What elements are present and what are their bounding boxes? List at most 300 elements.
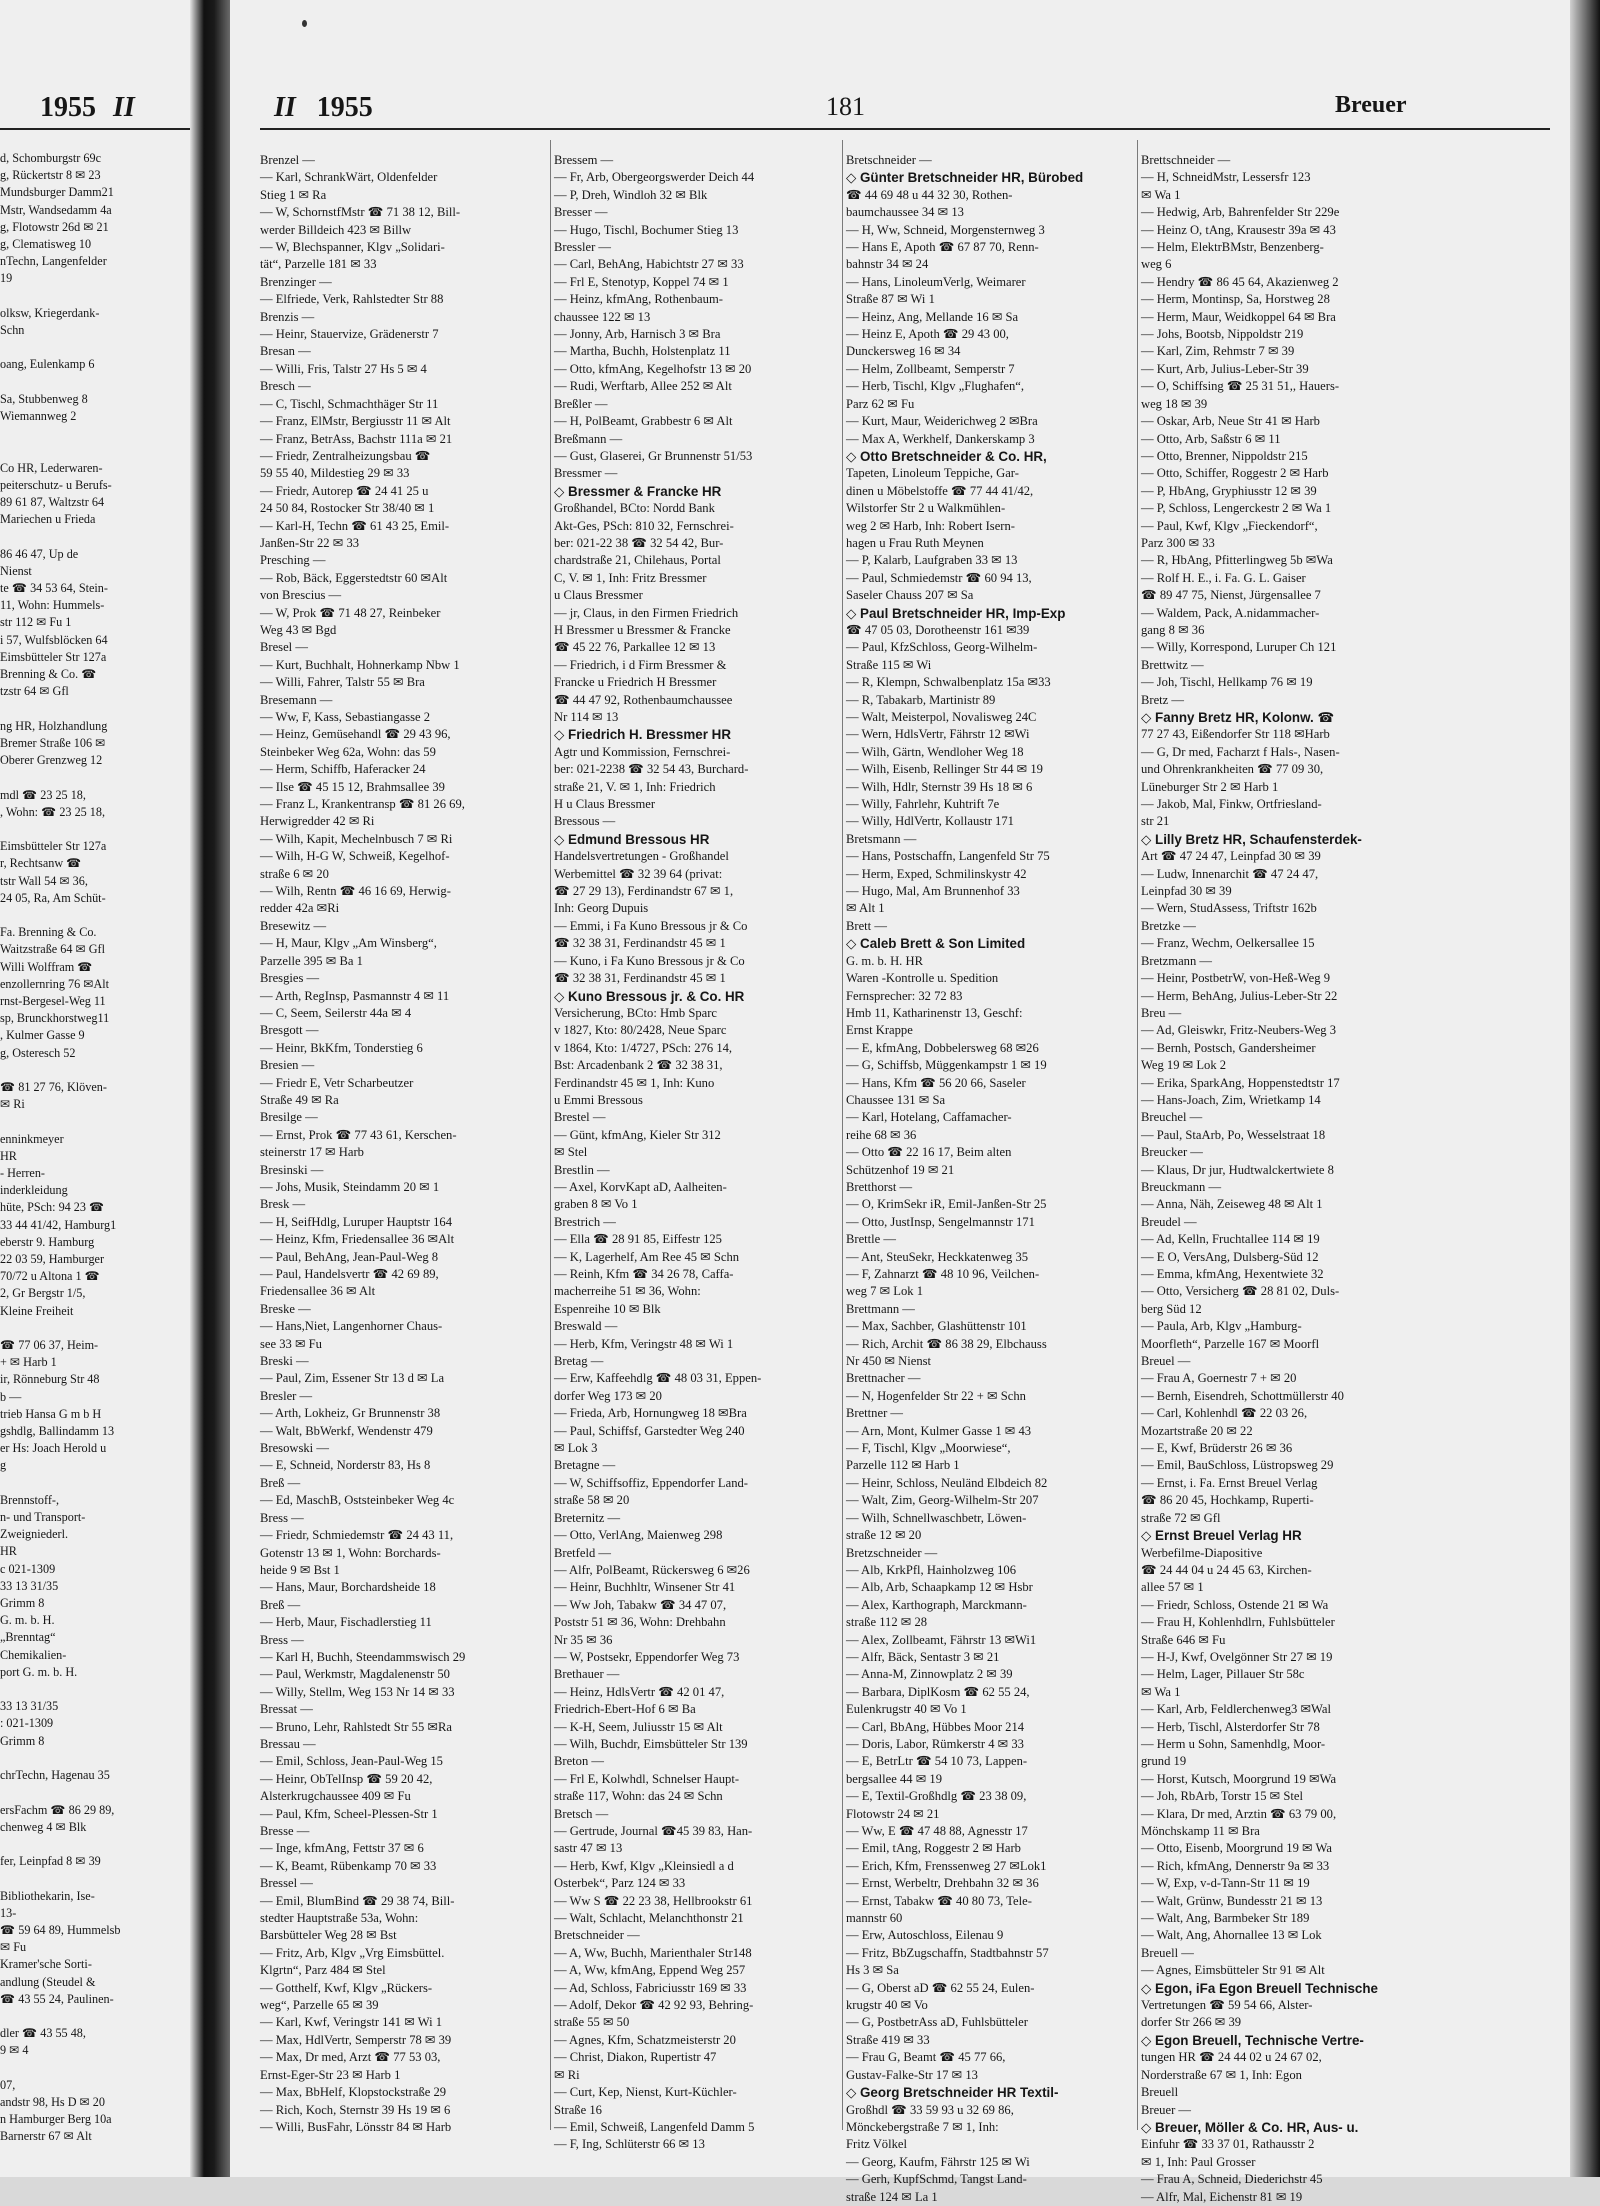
directory-entry-line: — Otto, Arb, Saßstr 6 ✉ 11 bbox=[1141, 431, 1281, 446]
directory-entry-line: — Paul, BehAng, Jean-Paul-Weg 8 bbox=[260, 1249, 439, 1264]
directory-entry-line: — Rolf H. E., i. Fa. G. L. Gaiser bbox=[1141, 570, 1306, 585]
directory-entry-line: Breudel — bbox=[1141, 1214, 1197, 1229]
directory-entry-line: ber: 021-2238 ☎ 32 54 43, Burchard- bbox=[554, 762, 749, 777]
directory-entry-line: — G, Oberst aD ☎ 62 55 24, Eulen- bbox=[846, 1980, 1035, 1995]
directory-entry-line: — Willi, BusFahr, Lönsstr 84 ✉ Harb bbox=[260, 2119, 452, 2134]
directory-entry-line: rnst-Bergesel-Weg 11 bbox=[0, 993, 106, 1008]
directory-entry-line: ✉ 1, Inh: Paul Grosser bbox=[1141, 2154, 1256, 2169]
directory-entry-line: ◇ Egon Breuell, Technische Vertre- bbox=[1141, 2032, 1364, 2048]
directory-entry-line: — Ludw, Innenarchit ☎ 47 24 47, bbox=[1141, 866, 1319, 881]
directory-entry-line: — W, Postsekr, Eppendorfer Weg 73 bbox=[554, 1649, 740, 1664]
directory-entry-line: Bretzke — bbox=[1141, 918, 1196, 933]
directory-entry-line: redder 42a ✉Ri bbox=[260, 901, 340, 916]
directory-entry-line: — Bernh, Eisendreh, Schottmüllerstr 40 bbox=[1141, 1388, 1344, 1403]
directory-entry-line: , Wohn: ☎ 23 25 18, bbox=[0, 804, 106, 819]
directory-entry-line: — Frieda, Arb, Hornungweg 18 ✉Bra bbox=[554, 1406, 747, 1421]
directory-entry-line: Leinpfad 30 ✉ 39 bbox=[1141, 884, 1232, 899]
directory-entry-line: Brettmann — bbox=[846, 1301, 915, 1316]
directory-entry-line bbox=[0, 821, 188, 838]
directory-entry-line bbox=[0, 425, 188, 442]
left-page-header bbox=[40, 92, 135, 140]
directory-entry-line: — Gust, Glaserei, Gr Brunnenstr 51/53 bbox=[554, 448, 753, 463]
directory-entry-line: — Rich, Koch, Sternstr 39 Hs 19 ✉ 6 bbox=[260, 2102, 451, 2117]
directory-entry-line: ☎ 32 38 31, Ferdinandstr 45 ✉ 1 bbox=[554, 971, 726, 986]
directory-entry-line: Sa, Stubbenweg 8 bbox=[0, 391, 88, 406]
directory-entry-line: tzstr 64 ✉ Gfl bbox=[0, 684, 69, 699]
directory-entry-line: Presching — bbox=[260, 553, 326, 568]
directory-entry-line: — Max, HdlVertr, Semperstr 78 ✉ 39 bbox=[260, 2032, 452, 2047]
directory-entry-line: ✉ Stel bbox=[554, 1145, 588, 1160]
directory-entry-line: dinen u Möbelstoffe ☎ 77 44 41/42, bbox=[846, 483, 1034, 498]
directory-entry-line: — Otto, kfmAng, Kegelhofstr 13 ✉ 20 bbox=[554, 361, 752, 376]
directory-entry-line: Hs 3 ✉ Sa bbox=[846, 1963, 899, 1978]
directory-entry-line: ✉ Ri bbox=[554, 2067, 580, 2082]
directory-entry-line: chaussee 122 ✉ 13 bbox=[554, 309, 651, 324]
directory-entry-line: — Heinr, PostbetrW, von-Heß-Weg 9 bbox=[1141, 971, 1330, 986]
directory-entry-line: — Wern, HdlsVertr, Fährstr 12 ✉Wi bbox=[846, 727, 1030, 742]
directory-entry-line: — Horst, Kutsch, Moorgrund 19 ✉Wa bbox=[1141, 1771, 1337, 1786]
directory-entry-line: Straße 646 ✉ Fu bbox=[1141, 1632, 1226, 1647]
directory-entry-line: — Friedrich, i d Firm Bressmer & bbox=[554, 657, 727, 672]
directory-entry-line bbox=[0, 907, 188, 924]
column-separator bbox=[842, 140, 843, 2130]
directory-entry-line: — C, Seem, Seilerstr 44a ✉ 4 bbox=[260, 1005, 412, 1020]
directory-column-3 bbox=[846, 152, 1135, 2204]
directory-entry-line: Straße 16 bbox=[554, 2102, 602, 2117]
directory-entry-line: straße 112 ✉ 28 bbox=[846, 1615, 928, 1630]
directory-entry-line: — Ernst, Prok ☎ 77 43 61, Kerschen- bbox=[260, 1127, 457, 1142]
directory-entry-line: bergsallee 44 ✉ 19 bbox=[846, 1771, 943, 1786]
directory-entry-line: — Rudi, Werftarb, Allee 252 ✉ Alt bbox=[554, 379, 732, 394]
directory-entry-line: g, Osteresch 52 bbox=[0, 1045, 76, 1060]
directory-entry-line: Friedensallee 36 ✉ Alt bbox=[260, 1284, 376, 1299]
directory-entry-line: Bresemann — bbox=[260, 692, 333, 707]
directory-entry-line: te ☎ 34 53 64, Stein- bbox=[0, 581, 108, 596]
directory-entry-line: Bresewitz — bbox=[260, 918, 327, 933]
directory-entry-line: Kleine Freiheit bbox=[0, 1303, 74, 1318]
directory-entry-line: — Rob, Bäck, Eggerstedtstr 60 ✉Alt bbox=[260, 570, 448, 585]
directory-entry-line: Ferdinandstr 45 ✉ 1, Inh: Kuno bbox=[554, 1075, 715, 1090]
left-header-rule bbox=[0, 128, 190, 130]
directory-entry-line: — Hans-Joach, Zim, Wrietkamp 14 bbox=[1141, 1092, 1321, 1107]
directory-entry-line: see 33 ✉ Fu bbox=[260, 1336, 322, 1351]
directory-entry-line: — Hugo, Tischl, Bochumer Stieg 13 bbox=[554, 222, 739, 237]
directory-entry-line: — Agnes, Kfm, Schatzmeisterstr 20 bbox=[554, 2032, 736, 2047]
directory-entry-line: Werbefilme-Diapositive bbox=[1141, 1545, 1263, 1560]
directory-entry-line: — Alex, Zollbeamt, Fährstr 13 ✉Wi1 bbox=[846, 1632, 1037, 1647]
directory-entry-line: Wilstorfer Str 2 u Walkmühlen- bbox=[846, 501, 1006, 516]
directory-entry-line: hüte, PSch: 94 23 ☎ bbox=[0, 1200, 105, 1215]
directory-entry-line: gshdlg, Ballindamm 13 bbox=[0, 1424, 115, 1439]
directory-entry-line bbox=[0, 1750, 188, 1767]
directory-entry-line: ✉ Wa 1 bbox=[1141, 187, 1181, 202]
directory-entry-line: krugstr 40 ✉ Vo bbox=[846, 1998, 928, 2013]
directory-entry-line: g, Rückertstr 8 ✉ 23 bbox=[0, 168, 101, 183]
directory-entry-line: — O, KrimSekr iR, Emil-Janßen-Str 25 bbox=[846, 1197, 1047, 1212]
directory-entry-line: — Heinz, HdlsVertr ☎ 42 01 47, bbox=[554, 1684, 725, 1699]
directory-entry-line: Bresel — bbox=[260, 640, 308, 655]
directory-entry-line: grund 19 bbox=[1141, 1754, 1187, 1769]
directory-entry-line: — Franz L, Krankentransp ☎ 81 26 69, bbox=[260, 797, 465, 812]
directory-entry-line: Brenning & Co. ☎ bbox=[0, 667, 97, 682]
directory-entry-line: — Erw, Kaffeehdlg ☎ 48 03 31, Eppen- bbox=[554, 1371, 762, 1386]
directory-entry-line bbox=[0, 528, 188, 545]
directory-entry-line: g, Flotowstr 26d ✉ 21 bbox=[0, 219, 109, 234]
directory-entry-line: ◇ Edmund Bressous HR bbox=[554, 831, 710, 847]
directory-entry-line: Bretzmann — bbox=[1141, 953, 1212, 968]
directory-entry-line: Fritz Völkel bbox=[846, 2137, 907, 2152]
directory-entry-line: 07, bbox=[0, 2077, 16, 2092]
directory-entry-line: — Christ, Diakon, Rupertistr 47 bbox=[554, 2050, 717, 2065]
directory-entry-line: — E, Schneid, Norderstr 83, Hs 8 bbox=[260, 1458, 431, 1473]
directory-entry-line: — W, Prok ☎ 71 48 27, Reinbeker bbox=[260, 605, 441, 620]
directory-entry-line: 24 05, Ra, Am Schüt- bbox=[0, 890, 106, 905]
directory-entry-line: sastr 47 ✉ 13 bbox=[554, 1841, 623, 1856]
directory-entry-line: str 112 ✉ Fu 1 bbox=[0, 615, 72, 630]
directory-entry-line: Steinbeker Weg 62a, Wohn: das 59 bbox=[260, 744, 436, 759]
directory-entry-line: — Wilh, Hdlr, Sternstr 39 Hs 18 ✉ 6 bbox=[846, 779, 1033, 794]
directory-entry-line: G. m. b. H. bbox=[0, 1613, 55, 1628]
directory-entry-line: — Frl E, Kolwhdl, Schnelser Haupt- bbox=[554, 1771, 740, 1786]
directory-entry-line: — Wilh, H-G W, Schweiß, Kegelhof- bbox=[260, 849, 450, 864]
directory-entry-line: enzollernring 76 ✉Alt bbox=[0, 976, 110, 991]
directory-entry-line: Gustav-Falke-Str 17 ✉ 13 bbox=[846, 2067, 978, 2082]
directory-entry-line bbox=[0, 1062, 188, 1079]
directory-entry-line: — O, Schiffsing ☎ 25 31 51,, Hauers- bbox=[1141, 379, 1340, 394]
directory-entry-line: — Inge, kfmAng, Fettstr 37 ✉ 6 bbox=[260, 1841, 424, 1856]
directory-entry-line: — Walt, Ang, Barmbeker Str 189 bbox=[1141, 1911, 1310, 1926]
directory-column-1 bbox=[260, 152, 548, 2142]
directory-entry-line: Straße 419 ✉ 33 bbox=[846, 2032, 930, 2047]
directory-entry-line: — Willi, Fahrer, Talstr 55 ✉ Bra bbox=[260, 675, 425, 690]
directory-entry-line: — A, Ww, Buchh, Marienthaler Str148 bbox=[554, 1945, 752, 1960]
directory-entry-line: trieb Hansa G m b H bbox=[0, 1406, 102, 1421]
directory-entry-line: — Frau A, Goernestr 7 + ✉ 20 bbox=[1141, 1371, 1297, 1386]
directory-entry-line: g bbox=[0, 1458, 7, 1473]
directory-entry-line: — Ww, F, Kass, Sebastiangasse 2 bbox=[260, 710, 431, 724]
page-header bbox=[274, 92, 373, 140]
directory-entry-line: — Franz, ElMstr, Bergiusstr 11 ✉ Alt bbox=[260, 414, 451, 429]
directory-entry-line: Parz 300 ✉ 33 bbox=[1141, 535, 1215, 550]
left-page-roman: II bbox=[113, 92, 135, 123]
directory-entry-line: 19 bbox=[0, 271, 13, 286]
directory-entry-line: Parz 62 ✉ Fu bbox=[846, 396, 915, 411]
directory-entry-line: Brettle — bbox=[846, 1232, 897, 1247]
directory-entry-line: — Fritz, BbZugschaffn, Stadtbahnstr 57 bbox=[846, 1945, 1049, 1960]
directory-entry-line: Waitzstraße 64 ✉ Gfl bbox=[0, 942, 106, 957]
directory-entry-line: — Herm, BehAng, Julius-Leber-Str 22 bbox=[1141, 988, 1338, 1003]
directory-entry-line: mannstr 60 bbox=[846, 1911, 903, 1926]
directory-entry-line: — Kuno, i Fa Kuno Bressous jr & Co bbox=[554, 953, 745, 968]
directory-entry-line: — Paul, Kfm, Scheel-Plessen-Str 1 bbox=[260, 1806, 438, 1821]
directory-entry-line: Espenreihe 10 ✉ Blk bbox=[554, 1301, 661, 1316]
directory-entry-line: n- und Transport- bbox=[0, 1510, 86, 1525]
directory-entry-line: Bibliothekarin, Ise- bbox=[0, 1888, 95, 1903]
directory-entry-line: Nienst bbox=[0, 563, 32, 578]
directory-entry-line: mdl ☎ 23 25 18, bbox=[0, 787, 86, 802]
directory-entry-line: nTechn, Langenfelder bbox=[0, 254, 107, 269]
directory-entry-line: — Gotthelf, Kwf, Klgv „Rückers- bbox=[260, 1980, 433, 1995]
directory-entry-line: ◇ Breuer, Möller & Co. HR, Aus- u. bbox=[1141, 2119, 1359, 2135]
directory-entry-line: ber: 021-22 38 ☎ 32 54 42, Bur- bbox=[554, 535, 724, 550]
directory-entry-line: — Herm, Schiffb, Haferacker 24 bbox=[260, 762, 426, 777]
directory-entry-line: Großhdl ☎ 33 59 93 u 32 69 86, bbox=[846, 2102, 1014, 2117]
directory-entry-line: 22 03 59, Hamburger bbox=[0, 1252, 105, 1266]
directory-entry-line: + ✉ Harb 1 bbox=[0, 1355, 57, 1370]
directory-entry-line: Fernsprecher: 32 72 83 bbox=[846, 988, 963, 1003]
directory-entry-line: Breuel — bbox=[1141, 1354, 1191, 1369]
directory-entry-line: Versicherung, BCto: Hmb Sparc bbox=[554, 1005, 717, 1020]
directory-entry-line bbox=[0, 374, 188, 391]
directory-entry-line: Bremer Straße 106 ✉ bbox=[0, 735, 106, 750]
directory-entry-line: hagen u Frau Ruth Meynen bbox=[846, 535, 984, 550]
directory-entry-line: str 21 bbox=[1141, 814, 1170, 829]
page-edge-shadow bbox=[1570, 0, 1600, 2177]
directory-entry-line: — Carl, Kohlenhdl ☎ 22 03 26, bbox=[1141, 1406, 1308, 1421]
directory-entry-line bbox=[0, 1113, 188, 1130]
directory-entry-line: 33 44 41/42, Hamburg1 bbox=[0, 1217, 117, 1232]
directory-entry-line: Bresilge — bbox=[260, 1110, 318, 1125]
directory-entry-line: — Hendry ☎ 86 45 64, Akazienweg 2 bbox=[1141, 274, 1339, 289]
directory-entry-line: Einfuhr ☎ 33 37 01, Rathausstr 2 bbox=[1141, 2137, 1315, 2152]
directory-entry-line: steinerstr 17 ✉ Harb bbox=[260, 1145, 364, 1160]
directory-entry-line: chrTechn, Hagenau 35 bbox=[0, 1768, 110, 1783]
directory-entry-line: Breske — bbox=[260, 1301, 311, 1316]
directory-entry-line: — Emma, kfmAng, Hexentwiete 32 bbox=[1141, 1267, 1324, 1281]
directory-entry-line: Eimsbütteler Str 127a bbox=[0, 839, 107, 854]
directory-entry-line: — K, Lagerhelf, Am Ree 45 ✉ Schn bbox=[554, 1249, 740, 1264]
directory-entry-line: — Max, Sachber, Glashüttenstr 101 bbox=[846, 1319, 1027, 1334]
directory-entry-line: — Hans, Postschaffn, Langenfeld Str 75 bbox=[846, 849, 1050, 864]
directory-entry-line: — Ad, Gleiswkr, Fritz-Neubers-Weg 3 bbox=[1141, 1023, 1337, 1038]
directory-entry-line: — Heinz, Kfm, Friedensallee 36 ✉Alt bbox=[260, 1232, 455, 1247]
directory-entry-line: HR bbox=[0, 1148, 17, 1163]
directory-entry-line: — Otto, Versicherg ☎ 28 81 02, Duls- bbox=[1141, 1284, 1340, 1299]
directory-entry-line: Mundsburger Damm21 bbox=[0, 185, 114, 200]
directory-entry-line: — Georg, Kaufm, Fährstr 125 ✉ Wi bbox=[846, 2154, 1030, 2169]
directory-entry-line: — Doris, Labor, Rümkerstr 4 ✉ 33 bbox=[846, 1736, 1024, 1751]
directory-entry-line: dler ☎ 43 55 48, bbox=[0, 2026, 86, 2041]
directory-entry-line: — Herb, Kfm, Veringstr 48 ✉ Wi 1 bbox=[554, 1336, 734, 1351]
directory-entry-line: — Walt, BbWerkf, Wendenstr 479 bbox=[260, 1423, 433, 1438]
directory-entry-line: straße 55 ✉ 50 bbox=[554, 2015, 630, 2030]
directory-entry-line: Bretschneider — bbox=[554, 1928, 640, 1943]
directory-entry-line: Schützenhof 19 ✉ 21 bbox=[846, 1162, 955, 1177]
directory-entry-line: Chaussee 131 ✉ Sa bbox=[846, 1092, 946, 1107]
directory-entry-line: tstr Wall 54 ✉ 36, bbox=[0, 873, 88, 888]
directory-entry-line: Mstr, Wandsedamm 4a bbox=[0, 202, 112, 217]
directory-entry-line: — Frau G, Beamt ☎ 45 77 66, bbox=[846, 2050, 1006, 2065]
directory-entry-line: 33 13 31/35 bbox=[0, 1699, 59, 1714]
directory-entry-line: — Alfr, Mal, Eichenstr 81 ✉ 19 bbox=[1141, 2189, 1303, 2204]
directory-entry-line: Breski — bbox=[260, 1354, 309, 1369]
directory-entry-line: — Bernh, Postsch, Gandersheimer bbox=[1141, 1040, 1316, 1055]
page-number: 181 bbox=[826, 92, 865, 121]
directory-entry-line: Grimm 8 bbox=[0, 1596, 45, 1611]
directory-entry-line: Bretschneider — bbox=[846, 153, 932, 167]
directory-entry-line bbox=[0, 701, 188, 718]
directory-entry-line: — Axel, KorvKapt aD, Aalheiten- bbox=[554, 1179, 727, 1194]
directory-entry-line: — Curt, Kep, Nienst, Kurt-Küchler- bbox=[554, 2085, 737, 2100]
directory-entry-line: — W, Exp, v-d-Tann-Str 11 ✉ 19 bbox=[1141, 1876, 1310, 1891]
directory-entry-line: Breß — bbox=[260, 1597, 301, 1612]
directory-entry-line: — Wilh, Gärtn, Wendloher Weg 18 bbox=[846, 744, 1024, 759]
directory-entry-line: Zweigniederl. bbox=[0, 1527, 69, 1542]
directory-entry-line: Bresse — bbox=[260, 1824, 310, 1838]
directory-entry-line: — R, Klempn, Schwalbenplatz 15a ✉33 bbox=[846, 675, 1051, 690]
directory-entry-line: Art ☎ 47 24 47, Leinpfad 30 ✉ 39 bbox=[1141, 849, 1321, 864]
directory-entry-line: — Carl, BbAng, Hübbes Moor 214 bbox=[846, 1719, 1025, 1734]
directory-entry-line: weg“, Parzelle 65 ✉ 39 bbox=[260, 1998, 379, 2013]
directory-entry-line: ir, Rönneburg Str 48 bbox=[0, 1372, 100, 1387]
directory-entry-line bbox=[0, 442, 188, 459]
directory-entry-line: — E, kfmAng, Dobbelersweg 68 ✉26 bbox=[846, 1040, 1039, 1055]
directory-entry-line: Weg 43 ✉ Bgd bbox=[260, 622, 337, 637]
directory-entry-line: dorfer Str 266 ✉ 39 bbox=[1141, 2015, 1242, 2030]
directory-entry-line: weg 18 ✉ 39 bbox=[1141, 396, 1208, 411]
directory-entry-line: Bretsmann — bbox=[846, 831, 917, 846]
directory-entry-line: — R, HbAng, Pfitterlingweg 5b ✉Wa bbox=[1141, 553, 1333, 568]
directory-entry-line: Brestrich — bbox=[554, 1214, 616, 1229]
directory-entry-line: — Johs, Musik, Steindamm 20 ✉ 1 bbox=[260, 1179, 440, 1194]
directory-entry-line: — Carl, BehAng, Habichtstr 27 ✉ 33 bbox=[554, 257, 744, 272]
directory-entry-line: Bresan — bbox=[260, 344, 311, 359]
directory-entry-line: Norderstraße 67 ✉ 1, Inh: Egon bbox=[1141, 2067, 1302, 2082]
directory-entry-line: — Emil, Schweiß, Langenfeld Damm 5 bbox=[554, 2119, 755, 2134]
directory-entry-line: Friedrich-Ebert-Hof 6 ✉ Ba bbox=[554, 1702, 696, 1717]
directory-entry-line: — Karl, Kwf, Veringstr 141 ✉ Wi 1 bbox=[260, 2015, 443, 2030]
directory-entry-line: gang 8 ✉ 36 bbox=[1141, 622, 1205, 637]
directory-entry-line: Breuell — bbox=[1141, 1945, 1194, 1960]
directory-entry-line: — Herm, Montinsp, Sa, Horstweg 28 bbox=[1141, 292, 1330, 307]
directory-entry-line: — E, BetrLtr ☎ 54 10 73, Lappen- bbox=[846, 1754, 1028, 1769]
directory-entry-line: Großhandel, BCto: Nordd Bank bbox=[554, 501, 715, 516]
directory-entry-line: — Otto, Eisenb, Moorgrund 19 ✉ Wa bbox=[1141, 1841, 1332, 1856]
directory-entry-line: ✉ Alt 1 bbox=[846, 901, 885, 916]
directory-entry-line: Bress — bbox=[260, 1632, 304, 1647]
column-separator bbox=[1137, 140, 1138, 2130]
directory-entry-line: — Ad, Kelln, Fruchtallee 114 ✉ 19 bbox=[1141, 1232, 1320, 1247]
directory-entry-line: — Hedwig, Arb, Bahrenfelder Str 229e bbox=[1141, 205, 1340, 220]
directory-entry-line: eberstr 9. Hamburg bbox=[0, 1234, 95, 1249]
directory-entry-line: — H-J, Kwf, Ovelgönner Str 27 ✉ 19 bbox=[1141, 1649, 1333, 1664]
directory-entry-line: — Willi, Fris, Talstr 27 Hs 5 ✉ 4 bbox=[260, 361, 427, 376]
directory-entry-line: fer, Leinpfad 8 ✉ 39 bbox=[0, 1854, 101, 1869]
directory-entry-line: — F, Zahnarzt ☎ 48 10 96, Veilchen- bbox=[846, 1267, 1040, 1281]
directory-entry-line: Brenzinger — bbox=[260, 274, 332, 289]
directory-entry-line: — Alfr, Bäck, Sentastr 3 ✉ 21 bbox=[846, 1649, 1000, 1664]
directory-entry-line: — W, SchornstfMstr ☎ 71 38 12, Bill- bbox=[260, 205, 461, 220]
directory-entry-line: — Rich, kfmAng, Dennerstr 9a ✉ 33 bbox=[1141, 1858, 1330, 1873]
directory-entry-line: — Herb, Tischl, Klgv „Flughafen“, bbox=[846, 379, 1025, 394]
directory-entry-line: tät“, Parzelle 181 ✉ 33 bbox=[260, 257, 377, 272]
directory-entry-line: ◇ Caleb Brett & Son Limited bbox=[846, 936, 1026, 952]
directory-entry-line: — Waldem, Pack, A.nidammacher- bbox=[1141, 605, 1320, 620]
directory-entry-line: — Emil, Schloss, Jean-Paul-Weg 15 bbox=[260, 1754, 443, 1769]
directory-entry-line: — G, PostbetrAss aD, Fuhlsbütteler bbox=[846, 2015, 1028, 2030]
running-head: Breuer bbox=[1335, 92, 1407, 118]
directory-entry-line: — Helm, ElektrBMstr, Benzenberg- bbox=[1141, 240, 1324, 255]
directory-entry-line: H u Claus Bressmer bbox=[554, 797, 656, 812]
directory-entry-line: b — bbox=[0, 1389, 22, 1404]
directory-entry-line: — Elfriede, Verk, Rahlstedter Str 88 bbox=[260, 292, 444, 307]
directory-entry-line: ng HR, Holzhandlung bbox=[0, 718, 108, 733]
directory-entry-line: Breucker — bbox=[1141, 1145, 1203, 1160]
directory-entry-line: — K-H, Seem, Juliusstr 15 ✉ Alt bbox=[554, 1719, 723, 1734]
directory-entry-line: - Herren- bbox=[0, 1165, 45, 1180]
directory-entry-line: — W, Blechspanner, Klgv „Solidari- bbox=[260, 240, 445, 255]
directory-entry-line bbox=[0, 1320, 188, 1337]
directory-entry-line: — Anna-M, Zinnowplatz 2 ✉ 39 bbox=[846, 1667, 1013, 1682]
directory-entry-line: Oberer Grenzweg 12 bbox=[0, 753, 103, 768]
directory-entry-line: — Emmi, i Fa Kuno Bressous jr & Co bbox=[554, 918, 748, 933]
directory-entry-line: chenweg 4 ✉ Blk bbox=[0, 1819, 87, 1834]
directory-entry-line: 86 46 47, Up de bbox=[0, 546, 79, 561]
directory-entry-line: — Willy, Korrespond, Luruper Ch 121 bbox=[1141, 640, 1337, 655]
directory-entry-line: ◇ Ernst Breuel Verlag HR bbox=[1141, 1528, 1302, 1544]
directory-entry-line: baumchaussee 34 ✉ 13 bbox=[846, 205, 964, 220]
directory-entry-line: Bresinski — bbox=[260, 1162, 324, 1177]
directory-entry-line: straße 12 ✉ 20 bbox=[846, 1528, 922, 1543]
directory-entry-line: u Emmi Bressous bbox=[554, 1092, 643, 1107]
directory-entry-line: Klgrtn“, Parz 484 ✉ Stel bbox=[260, 1963, 386, 1978]
directory-entry-line: — Max A, Werkhelf, Dankerskamp 3 bbox=[846, 431, 1035, 446]
directory-entry-line: „Brenntag“ bbox=[0, 1630, 56, 1645]
directory-entry-line: — Ww Joh, Tabakw ☎ 34 47 07, bbox=[554, 1597, 727, 1612]
directory-entry-line: Breternitz — bbox=[554, 1510, 621, 1525]
directory-entry-line: Fa. Brenning & Co. bbox=[0, 925, 97, 940]
directory-entry-line: 2, Gr Bergstr 1/5, bbox=[0, 1286, 86, 1301]
directory-entry-line: — Karl, Zim, Rehmstr 7 ✉ 39 bbox=[1141, 344, 1295, 359]
left-page-column bbox=[0, 150, 188, 2144]
directory-entry-line: — Paul, Kwf, Klgv „Fieckendorf“, bbox=[1141, 518, 1318, 533]
directory-entry-line: — Erich, Kfm, Frenssenweg 27 ✉Lok1 bbox=[846, 1858, 1047, 1873]
directory-entry-line: — Adolf, Dekor ☎ 42 92 93, Behring- bbox=[554, 1998, 754, 2013]
directory-entry-line: Mariechen u Frieda bbox=[0, 512, 96, 527]
directory-entry-line: — Hans, Kfm ☎ 56 20 66, Saseler bbox=[846, 1075, 1026, 1090]
directory-entry-line: 77 27 43, Eißendorfer Str 118 ✉Harb bbox=[1141, 727, 1330, 742]
directory-entry-line: — Kurt, Maur, Weiderichweg 2 ✉Bra bbox=[846, 414, 1038, 429]
directory-entry-line: Brettnacher — bbox=[846, 1371, 921, 1386]
directory-entry-line: — Bruno, Lehr, Rahlstedt Str 55 ✉Ra bbox=[260, 1719, 452, 1734]
directory-entry-line: Bressat — bbox=[260, 1702, 313, 1717]
directory-entry-line: Bresler — bbox=[260, 1388, 313, 1403]
directory-entry-line: ☎ 43 55 24, Paulinen- bbox=[0, 1991, 114, 2006]
directory-entry-line: — Paul, Werkmstr, Magdalenenstr 50 bbox=[260, 1667, 450, 1682]
directory-entry-line: — Paul, StaArb, Po, Wesselstraat 18 bbox=[1141, 1127, 1326, 1142]
directory-entry-line: v 1827, Kto: 80/2428, Neue Sparc bbox=[554, 1023, 727, 1038]
directory-entry-line: Tapeten, Linoleum Teppiche, Gar- bbox=[846, 466, 1019, 481]
directory-entry-line: Straße 49 ✉ Ra bbox=[260, 1092, 339, 1107]
directory-entry-line: — Hugo, Mal, Am Brunnenhof 33 bbox=[846, 884, 1020, 899]
directory-entry-line: ☎ 59 64 89, Hummelsb bbox=[0, 1922, 121, 1937]
directory-entry-line: — Alb, Arb, Schaapkamp 12 ✉ Hsbr bbox=[846, 1580, 1033, 1595]
directory-entry-line: — Paul, Schiffsf, Garstedter Weg 240 bbox=[554, 1423, 745, 1438]
directory-column-2 bbox=[554, 152, 840, 2152]
directory-entry-line: — Paul, KfzSchloss, Georg-Wilhelm- bbox=[846, 640, 1038, 655]
directory-entry-line: von Brescius — bbox=[260, 588, 342, 603]
directory-entry-line: — Ernst, Werbeltr, Drehbahn 32 ✉ 36 bbox=[846, 1876, 1039, 1891]
directory-entry-line: — G, Dr med, Facharzt f Hals-, Nasen- bbox=[1141, 744, 1340, 759]
directory-entry-line: Alsterkrugchaussee 409 ✉ Fu bbox=[260, 1789, 411, 1804]
directory-entry-line: — Klaus, Dr jur, Hudtwalckertwiete 8 bbox=[1141, 1162, 1334, 1177]
directory-entry-line: — F, Tischl, Klgv „Moorwiese“, bbox=[846, 1441, 1011, 1456]
directory-entry-line: Bresgott — bbox=[260, 1023, 319, 1038]
directory-entry-line: — E, Kwf, Brüderstr 26 ✉ 36 bbox=[1141, 1441, 1293, 1456]
directory-entry-line: — Walt, Meisterpol, Novalisweg 24C bbox=[846, 710, 1037, 724]
directory-entry-line: — Günt, kfmAng, Kieler Str 312 bbox=[554, 1127, 721, 1142]
directory-entry-line: — Otto, Schiffer, Roggestr 2 ✉ Harb bbox=[1141, 466, 1329, 481]
